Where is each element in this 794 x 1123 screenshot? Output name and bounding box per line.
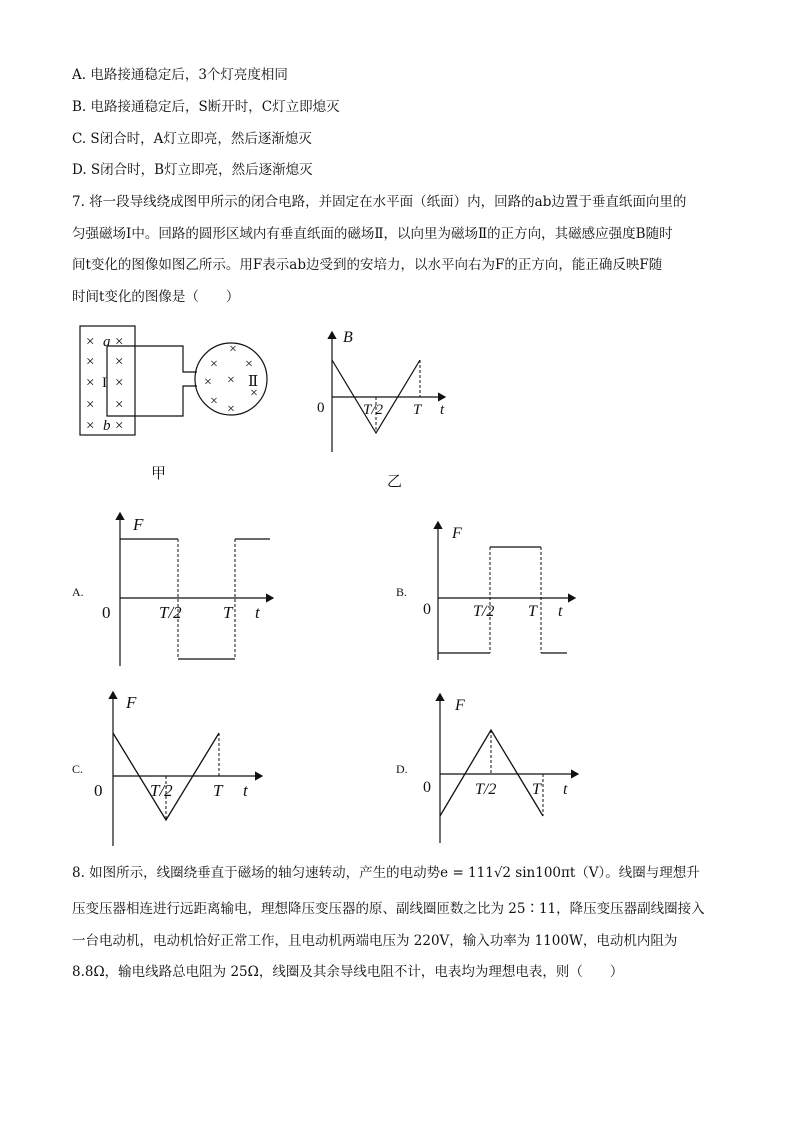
- q8-stem-line-3: 一台电动机，电动机恰好正常工作，且电动机两端电压为 220V，输入功率为 1100W，电动机内阻为: [72, 933, 678, 949]
- option-a-label: A.: [72, 585, 84, 599]
- tick-period: T: [413, 402, 422, 418]
- cross-mark: ×: [86, 418, 95, 434]
- option-c-label: C.: [72, 762, 84, 776]
- q7-stem-line-3: 间t变化的图像如图乙所示。用F表示ab边受到的安培力，以水平向右为F的正方向，能正确反映F随: [72, 257, 663, 273]
- cross-mark: ×: [115, 354, 124, 370]
- cross-mark: ×: [115, 397, 124, 413]
- q6-option-b: B. 电路接通稳定后，S断开时，C灯立即熄灭: [72, 99, 340, 115]
- tick-period: T: [213, 781, 223, 800]
- cross-mark: ×: [86, 397, 95, 413]
- q7-stem-line-1: 7. 将一段导线绕成图甲所示的闭合电路，并固定在水平面（纸面）内，回路的ab边置于垂直纸面向里的: [72, 194, 687, 210]
- tick-half-period: T/2: [473, 603, 495, 620]
- tick-period: T: [532, 781, 541, 798]
- axis-label-t: t: [558, 603, 563, 620]
- axis-label-b: B: [343, 329, 353, 346]
- origin-label: 0: [94, 781, 103, 800]
- origin-label: 0: [423, 601, 431, 618]
- tick-period: T: [223, 603, 233, 622]
- q6-option-d: D. S闭合时，B灯立即亮，然后逐渐熄灭: [72, 162, 313, 178]
- cross-mark: ×: [250, 386, 258, 401]
- q6-option-c: C. S闭合时，A灯立即亮，然后逐渐熄灭: [72, 131, 312, 147]
- tick-half-period: T/2: [159, 603, 182, 622]
- cross-mark: ×: [115, 418, 124, 434]
- axis-label-t: t: [440, 402, 445, 418]
- cross-mark: ×: [86, 334, 95, 350]
- cross-mark: ×: [115, 334, 124, 350]
- q6-option-a: A. 电路接通稳定后，3个灯亮度相同: [72, 67, 288, 83]
- cross-mark: ×: [115, 375, 124, 391]
- q8-stem-line-4: 8.8Ω，输电线路总电阻为 25Ω，线圈及其余导线电阻不计，电表均为理想电表，则（ ）: [72, 964, 624, 980]
- axis-label-f: F: [455, 697, 465, 714]
- q7-stem-line-2: 匀强磁场Ⅰ中。回路的圆形区域内有垂直纸面的磁场Ⅱ，以向里为磁场Ⅱ的正方向，其磁感应强度B随时: [72, 226, 673, 242]
- option-c-graph: [88, 688, 268, 848]
- caption-jia: 甲: [151, 464, 167, 482]
- tick-period: T: [528, 603, 537, 620]
- axis-label-t: t: [243, 781, 248, 800]
- tick-half-period: T/2: [363, 402, 384, 418]
- cross-mark: ×: [245, 357, 253, 372]
- option-d-label: D.: [396, 762, 408, 776]
- cross-mark: ×: [204, 375, 212, 390]
- label-region-1: I: [102, 375, 107, 391]
- q8-stem-line-2: 压变压器相连进行远距离输电，理想降压变压器的原、副线圈匝数之比为 25∶11，降压变压器副线圈接入: [72, 901, 705, 917]
- axis-label-f: F: [452, 525, 462, 542]
- origin-label: 0: [102, 603, 111, 622]
- figure-yi-graph: [305, 322, 465, 457]
- q8-stem-line-1: 8. 如图所示，线圈绕垂直于磁场的轴匀速转动，产生的电动势e = 111√2 sin100πt（V）。线圈与理想升: [72, 865, 700, 881]
- option-a-graph: [95, 508, 280, 668]
- label-b: b: [103, 418, 111, 434]
- tick-half-period: T/2: [475, 781, 497, 798]
- cross-mark: ×: [86, 375, 95, 391]
- option-b-graph: [415, 518, 580, 663]
- option-b-label: B.: [396, 585, 408, 599]
- axis-label-t: t: [255, 603, 260, 622]
- cross-mark: ×: [86, 354, 95, 370]
- axis-label-t: t: [563, 781, 568, 798]
- option-d-graph: [415, 690, 585, 845]
- origin-label: 0: [317, 400, 325, 416]
- label-a: a: [103, 334, 111, 350]
- cross-mark: ×: [210, 394, 218, 409]
- cross-mark: ×: [229, 342, 237, 357]
- axis-label-f: F: [133, 515, 144, 534]
- caption-yi: 乙: [387, 472, 403, 490]
- cross-mark: ×: [227, 373, 235, 388]
- origin-label: 0: [423, 779, 431, 796]
- label-region-2: Ⅱ: [248, 374, 259, 390]
- cross-mark: ×: [227, 402, 235, 417]
- q7-stem-line-4: 时间t变化的图像是（ ）: [72, 289, 240, 305]
- cross-mark: ×: [210, 357, 218, 372]
- figure-jia-circuit: [75, 320, 275, 445]
- tick-half-period: T/2: [150, 781, 173, 800]
- axis-label-f: F: [126, 693, 137, 712]
